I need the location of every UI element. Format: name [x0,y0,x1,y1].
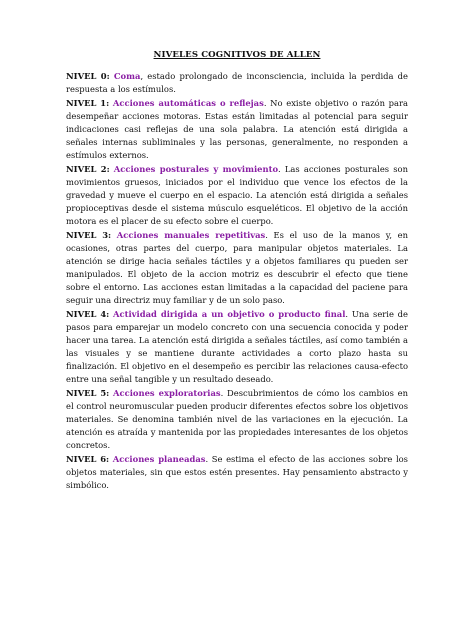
level-name: Acciones planeadas [112,453,206,464]
level-label: NIVEL 6: [66,453,110,464]
level-label: NIVEL 2: [66,163,110,174]
level-description: . Descubrimientos de cómo los cambios en el control neuromuscular pueden producir diferentes efectos sobre los objetivos materiales. Se denomina también nivel de las variaciones en la ejecución. La atención es atraída y mantenida por las propiedades interesantes de los objetos concretos. [66,387,408,451]
level-name: Acciones automáticas o reflejas [112,97,264,108]
document-body [66,70,408,493]
level-label: NIVEL 4: [66,308,110,319]
level-name: Coma [113,71,141,81]
level-description: , estado prolongado de inconsciencia, incluida la perdida de respuesta a los estímulos. [66,71,408,95]
level-label: NIVEL 5: [66,387,110,398]
level-name: Actividad dirigida a un objetivo o producto final [113,308,346,319]
level-2-paragraph [66,163,408,228]
level-name: Acciones exploratorias [113,387,221,398]
level-3-paragraph [66,229,408,308]
level-description: . Se estima el efecto de las acciones sobre los objetos materiales, sin que estos estén presentes. Hay pensamiento abstracto y simbólico. [66,453,408,490]
level-label: NIVEL 0: [66,71,110,81]
level-label: NIVEL 3: [66,229,112,240]
level-4-paragraph [66,308,408,387]
level-0-paragraph [66,70,408,96]
level-name: Acciones manuales repetitivas [116,229,266,240]
level-5-paragraph [66,387,408,452]
level-description: . Las acciones posturales son movimientos gruesos, iniciados por el individuo que vence los efectos de la gravedad y mueve el cuerpo en el espacio. La atención está dirigida a señales propioceptivas desde el sistema músculo esqueléticos. El objetivo de la acción motora es el placer de su efecto sobre el cuerpo. [66,163,408,227]
document-title: NIVELES COGNITIVOS DE ALLEN [153,50,321,60]
level-6-paragraph [66,453,408,492]
level-name: Acciones posturales y movimiento [113,163,279,174]
level-description: . Una serie de pasos para emparejar un modelo concreto con una secuencia conocida y poder hacer una tarea. La atención está dirigida a señales táctiles, así como también a las visuales y se mantiene durante actividades a corto plazo hasta su finalización. El objetivo en el desempeño es percibir las relaciones causa-efecto entre una señal tangible y un resultado deseado. [66,308,408,385]
level-1-paragraph [66,97,408,162]
level-description: . Es el uso de la manos y, en ocasiones, otras partes del cuerpo, para manipular objetos materiales. La atención se dirige hacia señales táctiles y a objetos familiares qu pueden ser manipulados. El objeto de la accion motriz es descubrir el efecto que tiene sobre el entorno. Las acciones estan limitadas a la capacidad del paciene para seguir una directriz muy familiar y de un solo paso. [66,229,408,306]
level-label: NIVEL 1: [66,97,110,108]
level-description: . No existe objetivo o razón para desempeñar acciones motoras. Estas están limitadas al potencial para seguir indicaciones casi reflejas de una sola palabra. La atención está dirigida a señales internas subliminales y las personas, generalmente, no responden a estímulos externos. [66,97,409,161]
